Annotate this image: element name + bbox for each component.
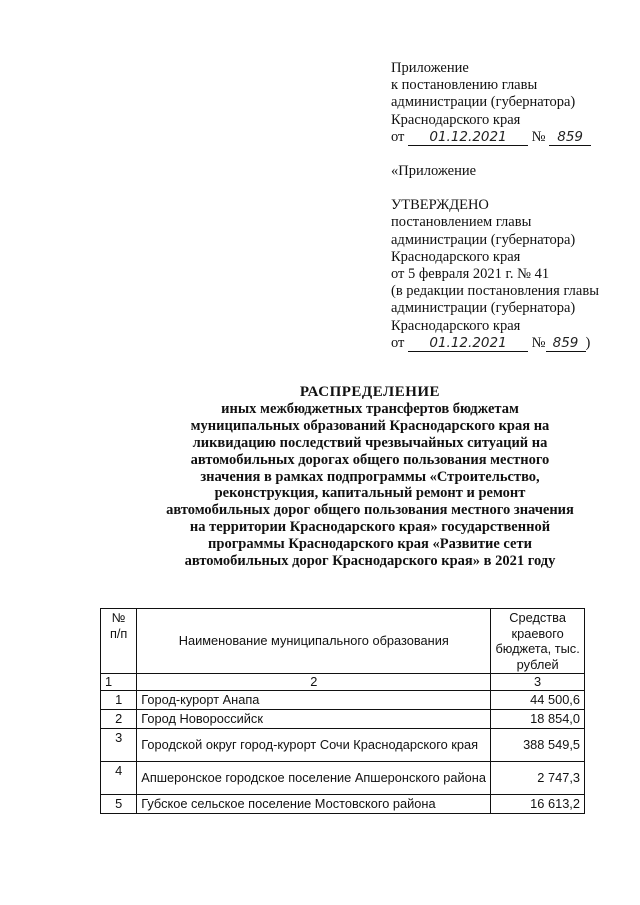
title-line: автомобильных дорог общего пользования местного значения — [166, 502, 574, 519]
table-row — [101, 761, 585, 794]
table-row — [101, 794, 585, 813]
approved-line: (в редакции постановления главы — [391, 283, 599, 300]
row-num: 1 — [101, 690, 137, 709]
approved-line: постановлением главы — [391, 214, 532, 231]
approved-line: администрации (губернатора) — [391, 300, 576, 317]
decree-date-line — [391, 129, 631, 146]
number-prefix: № — [531, 128, 546, 145]
title-head: РАСПРЕДЕЛЕНИЕ — [299, 384, 441, 400]
handwritten-number: 859 — [546, 336, 586, 352]
row-name: Городской округ город-курорт Сочи Краснодарского края — [137, 728, 491, 761]
title-line: автомобильных дорог Краснодарского края» в 2021 году — [184, 553, 556, 570]
title-line: реконструкция, капитальный ремонт и ремонт — [214, 485, 526, 502]
date-prefix: от — [391, 128, 405, 145]
table-row — [101, 690, 585, 709]
row-name: Город Новороссийск — [137, 709, 491, 728]
header-name: Наименование муниципального образования — [137, 609, 491, 674]
appendix-block — [391, 60, 631, 352]
date-prefix: от — [391, 334, 405, 351]
document-title — [100, 384, 640, 570]
row-sum: 44 500,6 — [491, 690, 585, 709]
table-row — [101, 709, 585, 728]
table-header-row — [101, 609, 585, 674]
row-name: Город-курорт Анапа — [137, 690, 491, 709]
approved-line: Краснодарского края — [391, 248, 521, 265]
row-num: 2 — [101, 709, 137, 728]
title-line: ликвидацию последствий чрезвычайных ситуаций на — [192, 434, 548, 451]
title-line: муниципальных образований Краснодарского края на — [190, 417, 550, 434]
row-name: Губское сельское поселение Мостовского района — [137, 794, 491, 813]
table-index-row — [101, 674, 585, 691]
title-line: автомобильных дорогах общего пользования местного — [190, 451, 550, 468]
index-cell: 3 — [491, 674, 585, 691]
amendment-date-line — [391, 335, 631, 352]
title-line: иных межбюджетных трансфертов бюджетам — [221, 400, 519, 417]
appendix-line: администрации (губернатора) — [391, 94, 576, 111]
title-line: на территории Краснодарского края» государственной — [189, 519, 551, 536]
index-cell: 2 — [137, 674, 491, 691]
title-line: значения в рамках подпрограммы «Строительство, — [200, 468, 540, 485]
approved-line: администрации (губернатора) — [391, 231, 576, 248]
index-cell: 1 — [101, 674, 137, 691]
row-sum: 2 747,3 — [491, 761, 585, 794]
header-num: № п/п — [101, 609, 137, 674]
row-name: Апшеронское городское поселение Апшеронского района — [137, 761, 491, 794]
inner-appendix-label: «Приложение — [391, 163, 477, 180]
appendix-line: к постановлению главы — [391, 77, 538, 94]
title-line: программы Краснодарского края «Развитие сети — [208, 536, 532, 553]
row-sum: 18 854,0 — [491, 709, 585, 728]
row-sum: 388 549,5 — [491, 728, 585, 761]
closing-paren: ) — [585, 334, 591, 351]
appendix-line: Краснодарского края — [391, 111, 521, 128]
table-row — [101, 728, 585, 761]
row-num: 4 — [101, 761, 137, 794]
handwritten-number: 859 — [549, 130, 591, 146]
approved-line: Краснодарского края — [391, 317, 521, 334]
row-sum: 16 613,2 — [491, 794, 585, 813]
distribution-table — [100, 608, 585, 814]
handwritten-date: 01.12.2021 — [408, 336, 528, 352]
appendix-line: Приложение — [391, 60, 469, 76]
approved-label: УТВЕРЖДЕНО — [391, 197, 489, 214]
number-prefix: № — [531, 334, 546, 351]
approved-line: от 5 февраля 2021 г. № 41 — [391, 266, 550, 283]
handwritten-date: 01.12.2021 — [408, 130, 528, 146]
header-sum: Средства краевого бюджета, тыс. рублей — [491, 609, 585, 674]
row-num: 5 — [101, 794, 137, 813]
row-num: 3 — [101, 728, 137, 761]
